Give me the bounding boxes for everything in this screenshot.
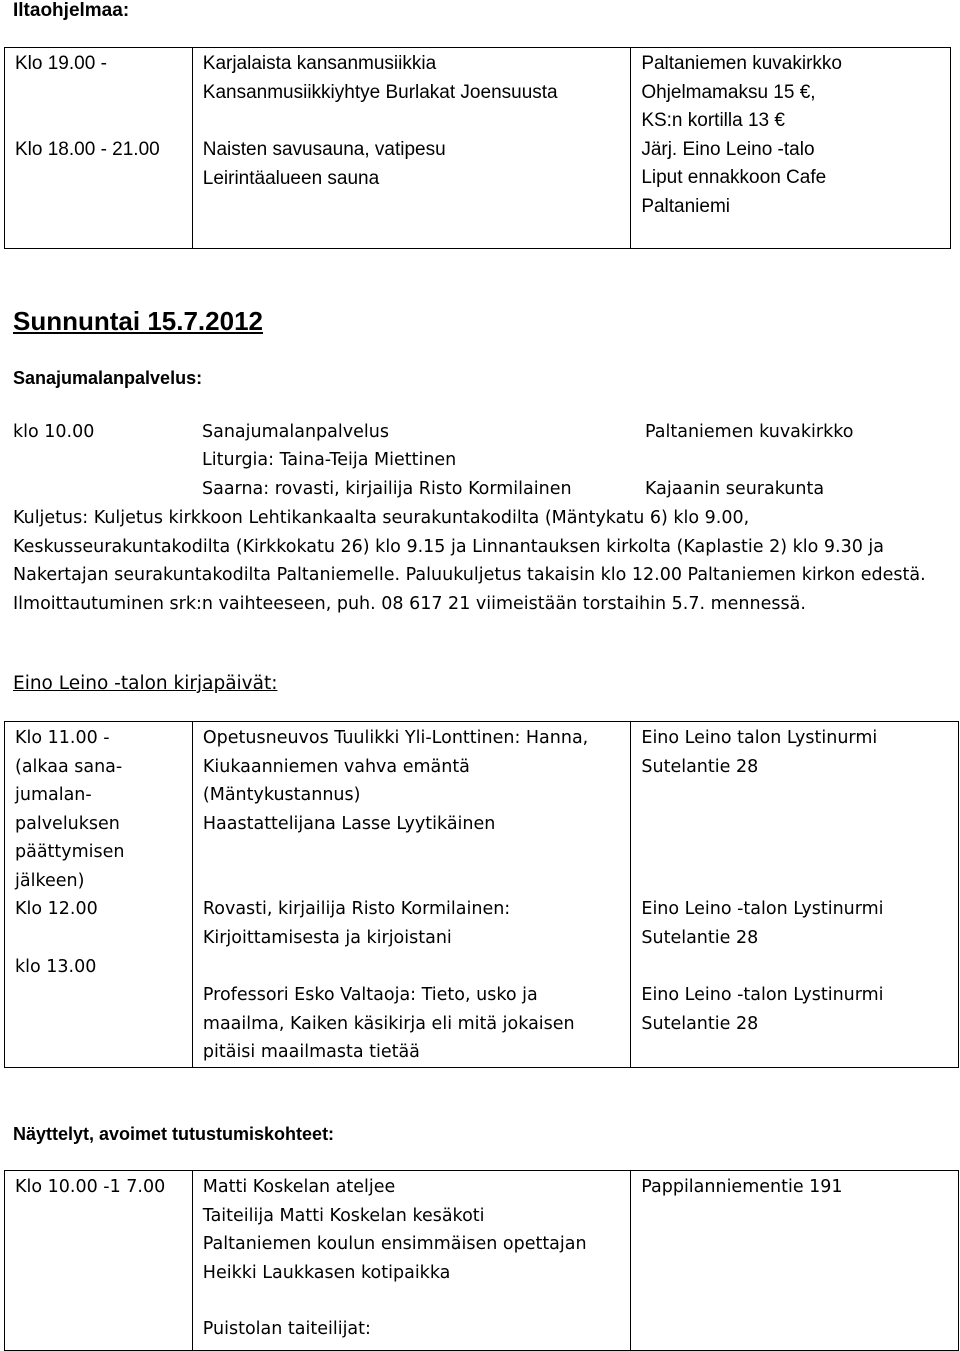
- event-place: Eino Leino talon Lystinurmi Sutelantie 28: [641, 728, 878, 777]
- event-place: Eino Leino -talon Lystinurmi Sutelantie 28: [641, 985, 884, 1034]
- table-row: [5, 722, 959, 1068]
- event-description: Matti Koskelan ateljee Taiteilija Matti Koskelan kesäkoti Paltaniemen koulun ensimmäisen opettajan Heikki Laukkasen kotipaikka: [202, 1177, 587, 1283]
- event-description: Professori Esko Valtaoja: Tieto, usko ja maailma, Kaiken käsikirja eli mitä jokaisen pitäisi maailmasta tietää: [202, 985, 575, 1062]
- service-place: Paltaniemen kuvakirkko: [645, 422, 854, 442]
- book-days-heading-text: Eino Leino -talon kirjapäivät:: [13, 673, 278, 694]
- event-place: Paltaniemen kuvakirkko Ohjelmamaksu 15 €, KS:n kortilla 13 € Järj. Eino Leino -talo: [641, 53, 842, 160]
- event-time: Klo 18.00 - 21.00: [15, 138, 160, 160]
- event-place: Eino Leino -talon Lystinurmi Sutelantie 28: [641, 899, 884, 948]
- service-sermon: Saarna: rovasti, kirjailija Risto Kormilainen: [202, 479, 572, 499]
- event-description: Opetusneuvos Tuulikki Yli-Lonttinen: Hanna, Kiukaanniemen vahva emäntä (Mäntykustannus) Haastattelijana Lasse Lyytikäinen: [202, 728, 589, 834]
- service-organizer: Kajaanin seurakunta: [645, 479, 825, 499]
- evening-program-table: [4, 47, 951, 249]
- event-time: Klo 12.00: [15, 899, 98, 919]
- service-heading: Sanajumalanpalvelus:: [13, 368, 203, 388]
- table-row: [5, 48, 951, 249]
- evening-program-heading: Iltaohjelmaa:: [13, 0, 130, 21]
- event-time: Klo 19.00 -: [15, 53, 107, 74]
- event-description-extra: Puistolan taiteilijat:: [202, 1319, 371, 1339]
- event-time: Klo 10.00 -1 7.00: [15, 1177, 166, 1197]
- event-place: Pappilanniementie 191: [641, 1177, 843, 1197]
- service-title: Sanajumalanpalvelus: [202, 422, 389, 442]
- book-days-heading: [13, 673, 277, 694]
- event-time: Klo 11.00 - (alkaa sana- jumalan- palveluksen päättymisen jälkeen): [15, 728, 125, 891]
- service-time: klo 10.00: [13, 422, 95, 442]
- event-description: Naisten savusauna, vatipesu Leirintäalueen sauna: [202, 139, 446, 189]
- transport-info: Kuljetus: Kuljetus kirkkoon Lehtikankaalta seurakuntakodilta (Mäntykatu 6) klo 9.00, Keskusseurakuntakodilta (Kirkkokatu 26) klo 9.15 ja Linnantauksen kirkolta (Kaplastie 2) klo 9.30 ja Nakertajan seurakuntakodilta Paltaniemelle. Paluukuljetus takaisin klo 12.00 Paltaniemen kirkon edestä. Ilmoittautuminen srk:n vaihteeseen, puh. 08 617 21 viimeistään torstaihin 5.7. mennessä.: [13, 508, 926, 614]
- event-description: Rovasti, kirjailija Risto Kormilainen: Kirjoittamisesta ja kirjoistani: [202, 899, 511, 948]
- exhibitions-heading: Näyttelyt, avoimet tutustumiskohteet:: [13, 1124, 335, 1144]
- book-days-table: [4, 721, 959, 1068]
- table-row: [5, 1171, 959, 1351]
- day-title: Sunnuntai 15.7.2012: [13, 306, 263, 336]
- event-time: klo 13.00: [15, 956, 97, 977]
- event-description: Karjalaista kansanmusiikkia Kansanmusiikkiyhtye Burlakat Joensuusta: [202, 53, 558, 103]
- exhibitions-table: [4, 1170, 959, 1351]
- service-liturgy: Liturgia: Taina-Teija Miettinen: [202, 450, 457, 470]
- event-place: Liput ennakkoon Cafe Paltaniemi: [641, 167, 827, 217]
